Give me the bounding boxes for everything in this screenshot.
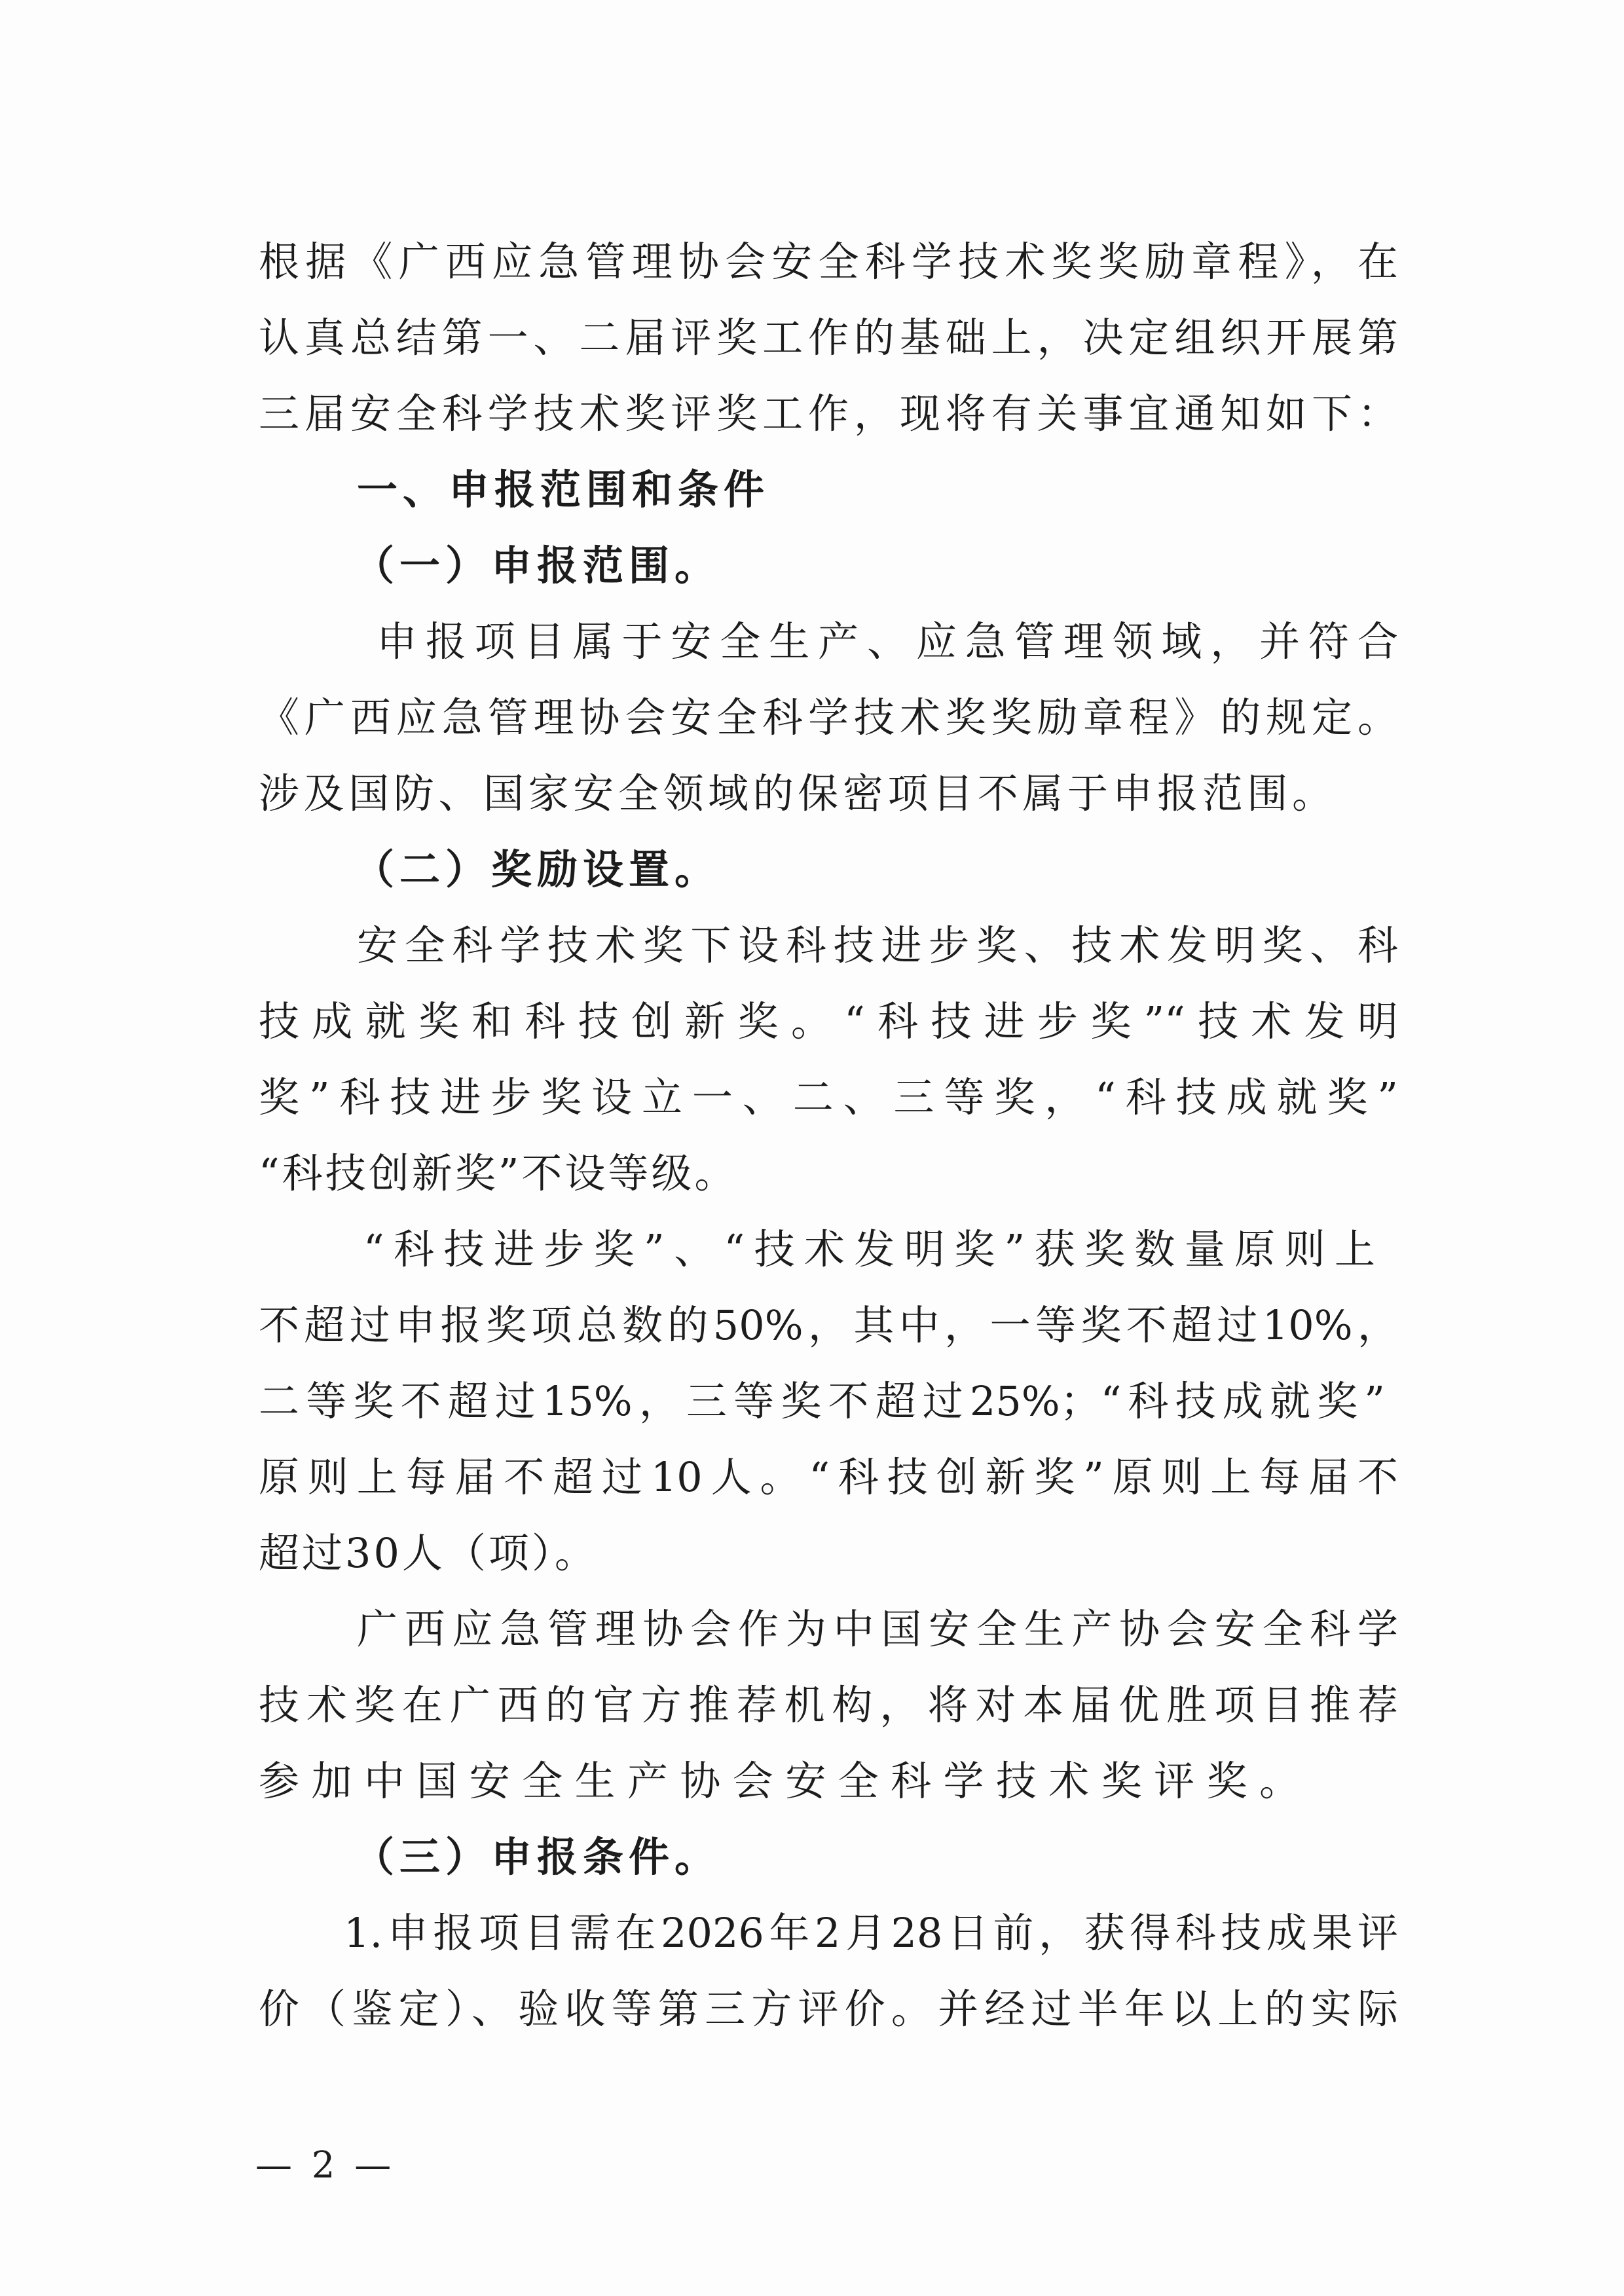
section-heading-1: 一、申报范围和条件 [357,466,770,513]
body-line-10: 安全科学技术奖下设科技进步奖、技术发明奖、科 [357,921,1398,969]
body-line-11: 技成就奖和科技创新奖。“科技进步奖”“技术发明 [259,997,1398,1045]
subsection-heading-2: （二）奖励设置。 [354,845,721,893]
body-line-12: 奖”科技进步奖设立一、二、三等奖，“科技成就奖” [259,1073,1398,1121]
subsection-heading-3: （三）申报条件。 [354,1833,721,1881]
body-line-7: 《广西应急管理协会安全科学技术奖奖励章程》的规定。 [259,694,1398,741]
body-line-24: 价（鉴定）、验收等第三方评价。并经过半年以上的实际 [259,1985,1398,2033]
body-line-6: 申报项目属于安全生产、应急管理领域，并符合 [377,618,1398,665]
body-line-15: 不超过申报奖项总数的50%，其中，一等奖不超过10%， [259,1301,1398,1349]
body-line-8: 涉及国防、国家安全领域的保密项目不属于申报范围。 [259,769,1333,817]
body-line-18: 超过30人（项）。 [259,1529,598,1577]
body-line-23: 1.申报项目需在2026年2月28日前，获得科技成果评 [344,1909,1398,1957]
body-line-19: 广西应急管理协会作为中国安全生产协会安全科学 [357,1605,1398,1653]
body-line-17: 原则上每届不超过10人。“科技创新奖”原则上每届不 [259,1453,1398,1501]
body-line-20: 技术奖在广西的官方推荐机构，将对本届优胜项目推荐 [259,1681,1398,1729]
body-line-1: 根据《广西应急管理协会安全科学技术奖奖励章程》，在 [259,238,1398,286]
body-line-21: 参加中国安全生产协会安全科学技术奖评奖。 [259,1757,1300,1805]
body-line-3: 三届安全科学技术奖评奖工作，现将有关事宜通知如下： [259,390,1398,437]
subsection-heading-1: （一）申报范围。 [354,542,721,589]
body-line-14: “科技进步奖”、“技术发明奖”获奖数量原则上 [363,1225,1375,1273]
body-line-2: 认真总结第一、二届评奖工作的基础上，决定组织开展第 [259,314,1398,361]
body-line-16: 二等奖不超过15%，三等奖不超过25%；“科技成就奖” [259,1377,1385,1425]
page-number: — 2 — [255,2144,396,2187]
body-line-13: “科技创新奖”不设等级。 [259,1149,738,1197]
